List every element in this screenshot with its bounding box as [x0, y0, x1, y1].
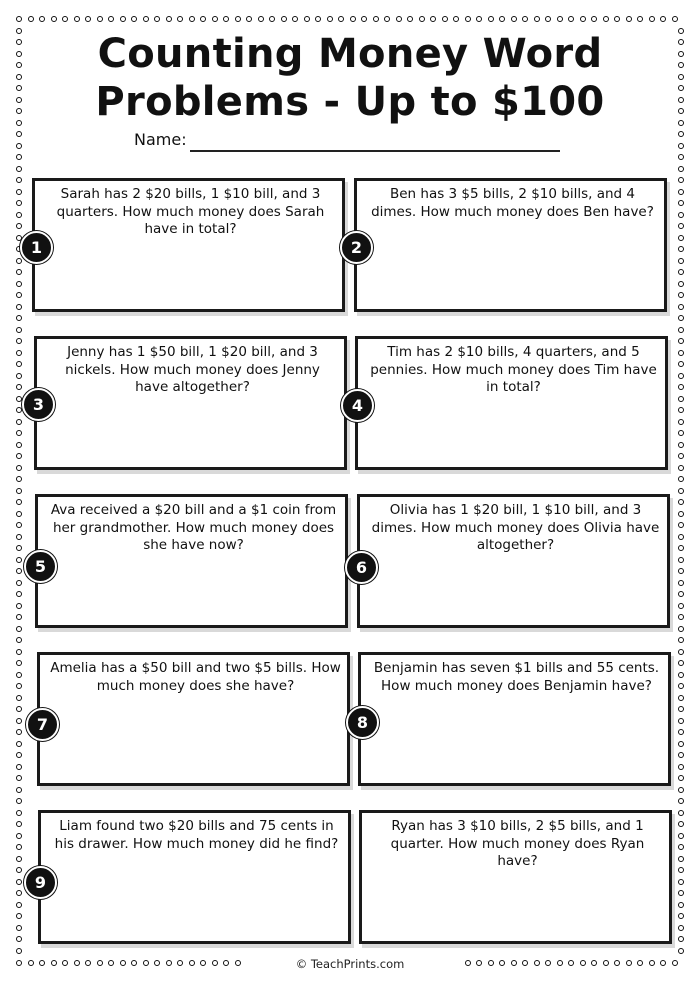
border-dot: [246, 16, 252, 22]
name-label: Name:: [134, 130, 187, 149]
border-dot: [678, 637, 684, 643]
border-dot: [16, 131, 22, 137]
border-dot: [16, 223, 22, 229]
problem-number-badge: 9: [24, 866, 57, 899]
border-dot: [678, 614, 684, 620]
name-field-line[interactable]: [190, 150, 560, 152]
border-dot: [678, 154, 684, 160]
border-dot: [16, 902, 22, 908]
border-dot: [16, 913, 22, 919]
border-dot: [16, 511, 22, 517]
border-dot: [16, 603, 22, 609]
border-dot: [304, 16, 310, 22]
border-dot: [16, 729, 22, 735]
border-dot: [16, 764, 22, 770]
problem-card: [355, 336, 668, 470]
border-dot: [16, 867, 22, 873]
border-dot: [16, 948, 22, 954]
border-dot: [143, 16, 149, 22]
border-dot: [166, 16, 172, 22]
border-dot: [678, 200, 684, 206]
border-dot: [16, 97, 22, 103]
border-dot: [212, 16, 218, 22]
border-dot: [16, 74, 22, 80]
border-dot: [678, 545, 684, 551]
border-dot: [16, 200, 22, 206]
border-dot: [603, 16, 609, 22]
border-dot: [16, 62, 22, 68]
border-dot: [16, 775, 22, 781]
border-dot: [407, 16, 413, 22]
border-dot: [678, 177, 684, 183]
border-dot: [568, 16, 574, 22]
border-dot: [678, 269, 684, 275]
border-dot: [16, 844, 22, 850]
border-dot: [74, 16, 80, 22]
problem-number-badge: 6: [345, 551, 378, 584]
border-dot: [678, 85, 684, 91]
border-dot: [614, 16, 620, 22]
border-dot: [678, 315, 684, 321]
border-dot: [678, 879, 684, 885]
border-dot: [678, 844, 684, 850]
border-dot: [16, 407, 22, 413]
border-dot: [16, 614, 22, 620]
border-dot: [16, 580, 22, 586]
border-dot: [120, 16, 126, 22]
border-dot: [678, 74, 684, 80]
border-dot: [16, 890, 22, 896]
border-dot: [678, 511, 684, 517]
border-dot: [678, 522, 684, 528]
border-dot: [678, 603, 684, 609]
problem-text: Ava received a $20 bill and a $1 coin from her grandmother. How much money does she have now?: [50, 502, 337, 553]
border-dot: [269, 16, 275, 22]
border-dot: [476, 16, 482, 22]
border-dot: [350, 16, 356, 22]
border-dot: [678, 212, 684, 218]
border-dot: [16, 488, 22, 494]
border-dot: [678, 453, 684, 459]
border-dot: [16, 304, 22, 310]
border-dot: [16, 166, 22, 172]
border-dot: [678, 476, 684, 482]
border-dot: [678, 729, 684, 735]
border-dot: [16, 177, 22, 183]
border-dot: [16, 28, 22, 34]
problem-number-badge: 1: [20, 231, 53, 264]
border-dot: [678, 384, 684, 390]
problem-text: Ryan has 3 $10 bills, 2 $5 bills, and 1 quarter. How much money does Ryan have?: [390, 818, 645, 869]
border-dot: [678, 465, 684, 471]
border-dot: [16, 660, 22, 666]
border-dot: [678, 304, 684, 310]
border-dot: [678, 28, 684, 34]
border-dot: [678, 591, 684, 597]
border-dot: [672, 16, 678, 22]
problem-card: [359, 810, 672, 944]
border-dot: [678, 292, 684, 298]
border-dot: [16, 108, 22, 114]
border-dot: [16, 39, 22, 45]
border-dot: [678, 775, 684, 781]
problem-text: Amelia has a $50 bill and two $5 bills. How much money does she have?: [50, 660, 341, 694]
border-dot: [16, 637, 22, 643]
border-dot: [16, 545, 22, 551]
border-dot: [16, 361, 22, 367]
border-dot: [511, 16, 517, 22]
border-dot: [678, 568, 684, 574]
border-dot: [16, 154, 22, 160]
border-dot: [16, 683, 22, 689]
problem-text: Olivia has 1 $20 bill, 1 $10 bill, and 3 dimes. How much money does Olivia have altogether?: [371, 502, 660, 553]
border-dot: [189, 16, 195, 22]
border-dot: [626, 16, 632, 22]
border-dot: [177, 16, 183, 22]
problem-card: [38, 810, 351, 944]
border-dot: [678, 683, 684, 689]
border-dot: [338, 16, 344, 22]
border-dot: [396, 16, 402, 22]
border-dot: [16, 384, 22, 390]
border-dot: [16, 258, 22, 264]
border-dot: [16, 821, 22, 827]
border-dot: [678, 925, 684, 931]
border-dot: [16, 189, 22, 195]
border-dot: [678, 706, 684, 712]
border-dot: [315, 16, 321, 22]
border-dot: [678, 246, 684, 252]
border-dot: [678, 913, 684, 919]
border-dot: [678, 488, 684, 494]
border-dot: [16, 499, 22, 505]
problem-text: Tim has 2 $10 bills, 4 quarters, and 5 pennies. How much money does Tim have in total?: [370, 344, 657, 395]
border-dot: [258, 16, 264, 22]
border-dot: [384, 16, 390, 22]
worksheet-title: [40, 30, 660, 126]
border-dot: [16, 741, 22, 747]
border-dot: [678, 361, 684, 367]
border-dot: [678, 580, 684, 586]
border-dot: [678, 660, 684, 666]
border-dot: [16, 396, 22, 402]
border-dot: [678, 856, 684, 862]
problem-number-badge: 2: [340, 231, 373, 264]
border-dot: [678, 189, 684, 195]
border-dot: [678, 407, 684, 413]
problem-number-badge: 7: [26, 708, 59, 741]
border-dot: [678, 396, 684, 402]
problem-number-badge: 4: [341, 389, 374, 422]
border-dot: [16, 718, 22, 724]
border-dot: [678, 833, 684, 839]
border-dot: [108, 16, 114, 22]
footer-copyright: © TeachPrints.com: [295, 957, 405, 971]
border-dot: [16, 453, 22, 459]
border-dot: [361, 16, 367, 22]
border-dot: [16, 879, 22, 885]
border-dot: [678, 327, 684, 333]
border-dot: [678, 419, 684, 425]
border-dot: [678, 936, 684, 942]
border-dot: [235, 16, 241, 22]
border-dot: [678, 499, 684, 505]
border-dot: [678, 373, 684, 379]
border-dot: [465, 16, 471, 22]
border-dot: [678, 120, 684, 126]
border-dot: [678, 430, 684, 436]
border-dot: [678, 534, 684, 540]
border-dot: [678, 672, 684, 678]
border-dot: [327, 16, 333, 22]
border-dot: [16, 338, 22, 344]
border-dot: [16, 695, 22, 701]
border-dot: [678, 350, 684, 356]
border-dot: [16, 706, 22, 712]
border-dot: [62, 16, 68, 22]
border-dot: [678, 764, 684, 770]
border-dot: [28, 16, 34, 22]
border-dot: [16, 51, 22, 57]
border-dot: [660, 16, 666, 22]
border-dot: [637, 16, 643, 22]
border-dot: [16, 120, 22, 126]
border-dot: [678, 258, 684, 264]
border-dot: [16, 16, 22, 22]
problem-card: [35, 494, 348, 628]
title-line-2: Problems - Up to $100: [95, 79, 605, 125]
border-dot: [678, 649, 684, 655]
border-dot: [16, 315, 22, 321]
problem-card: [34, 336, 347, 470]
border-dot: [85, 16, 91, 22]
border-dot: [373, 16, 379, 22]
border-dot: [678, 166, 684, 172]
border-dot: [16, 281, 22, 287]
border-dot: [678, 131, 684, 137]
border-dot: [16, 522, 22, 528]
border-dot: [580, 16, 586, 22]
border-dot: [534, 16, 540, 22]
border-dot: [16, 798, 22, 804]
problem-card: [32, 178, 345, 312]
problem-text: Liam found two $20 bills and 75 cents in his drawer. How much money did he find?: [54, 818, 339, 852]
border-dot: [154, 16, 160, 22]
border-dot: [292, 16, 298, 22]
border-dot: [16, 269, 22, 275]
problem-text: Sarah has 2 $20 bills, 1 $10 bill, and 3 quarters. How much money does Sarah have in total?: [56, 186, 325, 237]
problem-text: Benjamin has seven $1 bills and 55 cents. How much money does Benjamin have?: [373, 660, 660, 694]
problem-card: [358, 652, 671, 786]
border-dot: [16, 476, 22, 482]
title-line-1: Counting Money Word: [97, 31, 603, 77]
border-dot: [16, 327, 22, 333]
border-dot: [678, 718, 684, 724]
border-dot: [678, 867, 684, 873]
border-dot: [678, 948, 684, 954]
border-dot: [678, 108, 684, 114]
border-dot: [442, 16, 448, 22]
border-dot: [200, 16, 206, 22]
border-dot: [678, 281, 684, 287]
border-dot: [649, 16, 655, 22]
border-dot: [16, 936, 22, 942]
border-dot: [16, 672, 22, 678]
border-dot: [678, 695, 684, 701]
border-dot: [281, 16, 287, 22]
problem-card: [354, 178, 667, 312]
border-dot: [16, 143, 22, 149]
border-dot: [522, 16, 528, 22]
border-dot: [499, 16, 505, 22]
border-dot: [16, 85, 22, 91]
border-dot: [16, 419, 22, 425]
problem-card: [357, 494, 670, 628]
border-dot: [39, 16, 45, 22]
border-dot: [16, 626, 22, 632]
border-dot: [16, 373, 22, 379]
border-dot: [16, 568, 22, 574]
border-dot: [678, 51, 684, 57]
border-dot: [557, 16, 563, 22]
border-dot: [678, 62, 684, 68]
border-dot: [678, 442, 684, 448]
border-dot: [678, 39, 684, 45]
border-dot: [16, 465, 22, 471]
border-dot: [678, 235, 684, 241]
border-dot: [678, 143, 684, 149]
border-dot: [488, 16, 494, 22]
border-dot: [131, 16, 137, 22]
border-dot: [16, 787, 22, 793]
border-dot: [16, 925, 22, 931]
border-dot: [16, 534, 22, 540]
border-dot: [453, 16, 459, 22]
border-dot: [678, 787, 684, 793]
border-dot: [419, 16, 425, 22]
border-dot: [678, 223, 684, 229]
problem-number-badge: 5: [24, 550, 57, 583]
border-dot: [678, 741, 684, 747]
border-dot: [678, 626, 684, 632]
border-dot: [678, 821, 684, 827]
problem-number-badge: 8: [346, 706, 379, 739]
border-dot: [16, 557, 22, 563]
border-dot: [51, 16, 57, 22]
border-dot: [678, 798, 684, 804]
border-dot: [16, 752, 22, 758]
border-dot: [678, 97, 684, 103]
border-dot: [678, 338, 684, 344]
problem-text: Ben has 3 $5 bills, 2 $10 bills, and 4 dimes. How much money does Ben have?: [371, 186, 654, 220]
border-dot: [16, 430, 22, 436]
border-dot: [545, 16, 551, 22]
problem-card: [37, 652, 350, 786]
border-dot: [16, 833, 22, 839]
border-dot: [16, 810, 22, 816]
border-dot: [591, 16, 597, 22]
border-dot: [678, 890, 684, 896]
border-dot: [16, 856, 22, 862]
border-dot: [16, 442, 22, 448]
border-dot: [16, 649, 22, 655]
border-dot: [678, 902, 684, 908]
border-dot: [97, 16, 103, 22]
border-dot: [16, 350, 22, 356]
border-dot: [16, 212, 22, 218]
problem-text: Jenny has 1 $50 bill, 1 $20 bill, and 3 nickels. How much money does Jenny have altogether?: [65, 344, 320, 395]
problem-number-badge: 3: [22, 388, 55, 421]
border-dot: [16, 591, 22, 597]
border-dot: [678, 752, 684, 758]
border-dot: [678, 810, 684, 816]
border-dot: [16, 292, 22, 298]
border-dot: [223, 16, 229, 22]
border-dot: [430, 16, 436, 22]
border-dot: [678, 557, 684, 563]
